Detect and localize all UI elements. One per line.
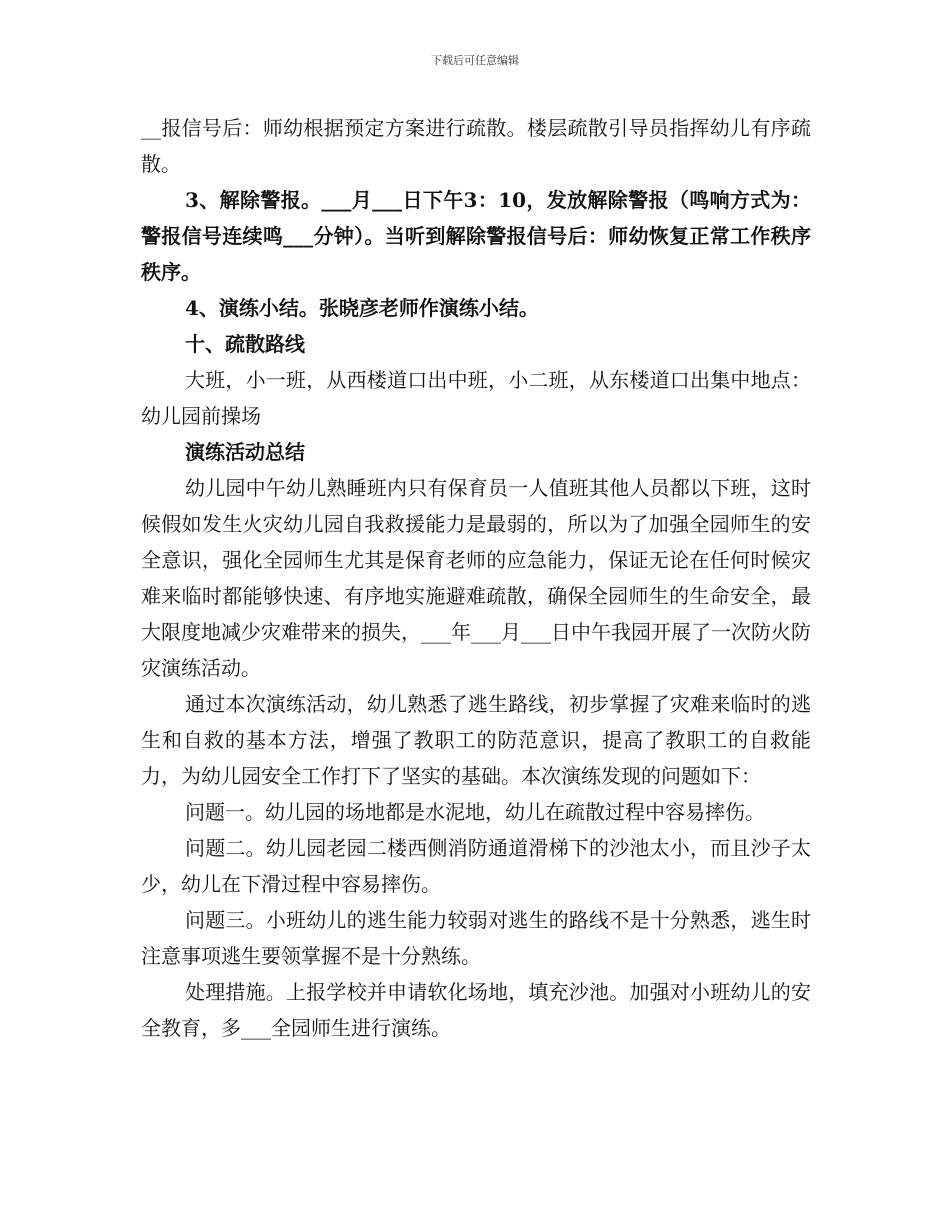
paragraph: 通过本次演练活动，幼儿熟悉了逃生路线，初步掌握了灾难来临时的逃生和自救的基本方法，增强了教职工的防范意识，提高了教职工的自救能力，为幼儿园安全工作打下了坚实的基础。本次演练发现的问题如下：	[141, 692, 811, 788]
paragraph: 幼儿园中午幼儿熟睡班内只有保育员一人值班其他人员都以下班，这时候假如发生火灾幼儿园自我救援能力是最弱的，所以为了加强全园师生的安全意识，强化全园师生尤其是保育老师的应急能力，保证无论在任何时候灾难来临时都能够快速、有序地实施避难疏散，确保全园师生的生命安全，最大限度地减少灾难带来的损失，___年___月___日中午我园开展了一次防火防灾演练活动。	[141, 476, 811, 680]
paragraph-alarm-release: 3、解除警报。___月___日下午3：10，发放解除警报（鸣响方式为：警报信号连续鸣___分钟）。当听到解除警报信号后：师幼恢复正常工作秩序秩序。	[141, 188, 811, 284]
section-heading-evacuation-route: 十、疏散路线	[185, 332, 305, 356]
paragraph: __报信号后：师幼根据预定方案进行疏散。楼层疏散引导员指挥幼儿有序疏散。	[141, 116, 811, 176]
page-header: 下载后可任意编辑	[431, 54, 519, 67]
paragraph-drill-summary: 4、演练小结。张晓彦老师作演练小结。	[185, 296, 539, 320]
document-body	[141, 110, 811, 1046]
paragraph-problem-2: 问题二。幼儿园老园二楼西侧消防通道滑梯下的沙池太小，而且沙子太少，幼儿在下滑过程中容易摔伤。	[141, 836, 811, 896]
paragraph-measures: 处理措施。上报学校并申请软化场地，填充沙池。加强对小班幼儿的安全教育，多___全园师生进行演练。	[141, 980, 811, 1040]
paragraph-problem-1: 问题一。幼儿园的场地都是水泥地，幼儿在疏散过程中容易摔伤。	[185, 800, 765, 824]
paragraph: 大班，小一班，从西楼道口出中班，小二班，从东楼道口出集中地点：幼儿园前操场	[141, 368, 811, 428]
section-heading-activity-summary: 演练活动总结	[185, 440, 305, 464]
paragraph-problem-3: 问题三。小班幼儿的逃生能力较弱对逃生的路线不是十分熟悉，逃生时注意事项逃生要领掌握不是十分熟练。	[141, 908, 811, 968]
